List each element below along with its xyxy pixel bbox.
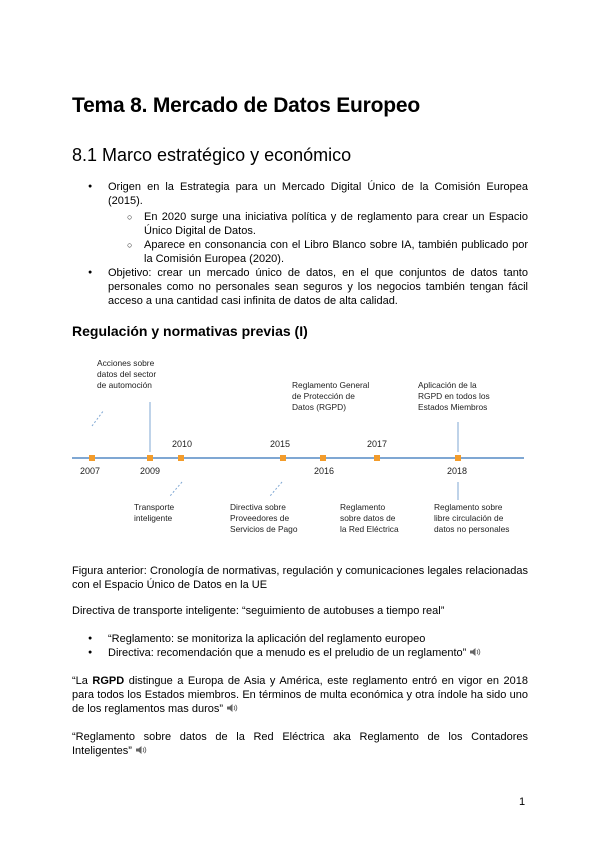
red-electrica-text: “Reglamento sobre datos de la Red Eléctrica aka Reglamento de los Contadores Inteligentes” [72, 731, 528, 757]
rgpd-bold: RGPD [92, 675, 125, 687]
label-aplicacion-line2: RGPD en todos los [418, 391, 490, 401]
year-2016: 2016 [314, 466, 335, 476]
label-red-line1: Reglamento [340, 502, 386, 512]
connector-automocion [92, 410, 104, 426]
quote-bullet-directiva-text: Directiva: recomendación que a menudo es el preludio de un reglamento” [108, 647, 467, 659]
label-red-line3: la Red Eléctrica [340, 524, 399, 534]
label-libre-circulacion [434, 502, 509, 534]
rgpd-post: distingue a Europa de Asia y América, este reglamento entró en vigor en 2018 para todos los Estados miembros. En términos de multa económica y otra índole ha sido uno de los reglamentos mas duros” [72, 675, 528, 715]
timeline-figure [72, 350, 528, 540]
label-transporte-line2: inteligente [134, 513, 173, 523]
marker-2007 [89, 455, 95, 461]
label-directiva-line1: Directiva sobre [230, 502, 286, 512]
quote-bullet-reglamento-text: “Reglamento: se monitoriza la aplicación del reglamento europeo [108, 633, 426, 645]
label-transporte [134, 502, 177, 523]
sub-bullet-libro-blanco [108, 238, 528, 266]
label-transporte-line1: Transporte [134, 502, 175, 512]
connector-transporte [170, 482, 182, 496]
label-directiva-line2: Proveedores de [230, 513, 290, 523]
year-2007: 2007 [80, 466, 101, 476]
sub-bullet-2020 [108, 210, 528, 238]
marker-2017 [374, 455, 380, 461]
year-2018: 2018 [447, 466, 468, 476]
section-heading: 8.1 Marco estratégico y económico [72, 145, 352, 165]
year-2009: 2009 [140, 466, 161, 476]
page-number: 1 [519, 796, 526, 808]
marker-2015 [280, 455, 286, 461]
speaker-icon [135, 745, 148, 755]
year-2010: 2010 [172, 439, 193, 449]
bullet-list [72, 180, 528, 308]
label-rgpd [292, 380, 372, 412]
speaker-icon [469, 647, 482, 657]
connector-directiva [270, 482, 282, 496]
bullet-origin [72, 180, 528, 266]
year-2017: 2017 [367, 439, 388, 449]
bullet-objetivo [72, 266, 528, 308]
figure-caption: Figura anterior: Cronología de normativas, regulación y comunicaciones legales relacionadas con el Espacio Único de Datos en la UE [72, 565, 528, 591]
bullet-origin-text: Origen en la Estrategia para un Mercado Digital Único de la Comisión Europea (2015). [108, 181, 528, 207]
label-aplicacion-rgpd [418, 380, 492, 412]
subsection-heading: Regulación y normativas previas (I) [72, 323, 308, 339]
label-rgpd-line3: Datos (RGPD) [292, 402, 346, 412]
label-aplicacion-line3: Estados Miembros [418, 402, 488, 412]
label-red-line2: sobre datos de [340, 513, 396, 523]
label-acciones-line3: de automoción [97, 380, 152, 390]
page-title: Tema 8. Mercado de Datos Europeo [72, 94, 420, 117]
label-rgpd-line1: Reglamento General [292, 380, 370, 390]
sub-bullet-list [108, 210, 528, 266]
label-rgpd-line2: de Protección de [292, 391, 355, 401]
sub-bullet-libro-blanco-text: Aparece en consonancia con el Libro Blanco sobre IA, también publicado por la Comisión Europea (2020). [144, 239, 528, 265]
label-acciones-line2: datos del sector [97, 369, 157, 379]
marker-2009 [147, 455, 153, 461]
label-libre-line1: Reglamento sobre [434, 502, 503, 512]
directive-line: Directiva de transporte inteligente: “seguimiento de autobuses a tiempo real” [72, 605, 445, 617]
marker-2018 [455, 455, 461, 461]
sub-bullet-2020-text: En 2020 surge una iniciativa política y de reglamento para crear un Espacio Único Digital de Datos. [144, 211, 528, 237]
speaker-icon [226, 703, 239, 713]
rgpd-pre: “La [72, 675, 93, 687]
label-acciones-automocion [97, 358, 158, 390]
label-libre-line3: datos no personales [434, 524, 510, 534]
quote-bullet-list [72, 632, 528, 660]
marker-2010 [178, 455, 184, 461]
year-2015: 2015 [270, 439, 291, 449]
marker-2016 [320, 455, 326, 461]
quote-bullet-directiva [72, 646, 528, 660]
label-directiva-line3: Servicios de Pago [230, 524, 298, 534]
red-electrica-paragraph [72, 730, 528, 758]
label-red-electrica [340, 502, 399, 534]
label-directiva-pago [230, 502, 298, 534]
label-aplicacion-line1: Aplicación de la [418, 380, 477, 390]
label-libre-line2: libre circulación de [434, 513, 504, 523]
bullet-objetivo-text: Objetivo: crear un mercado único de datos, en el que conjuntos de datos tanto personales como no personales sean seguros y los negocios también tengan fácil acceso a una cantidad casi infinita de datos de alta calidad. [108, 267, 528, 307]
rgpd-paragraph [72, 674, 528, 716]
quote-bullet-reglamento [72, 632, 528, 646]
label-acciones-line1: Acciones sobre [97, 358, 155, 368]
